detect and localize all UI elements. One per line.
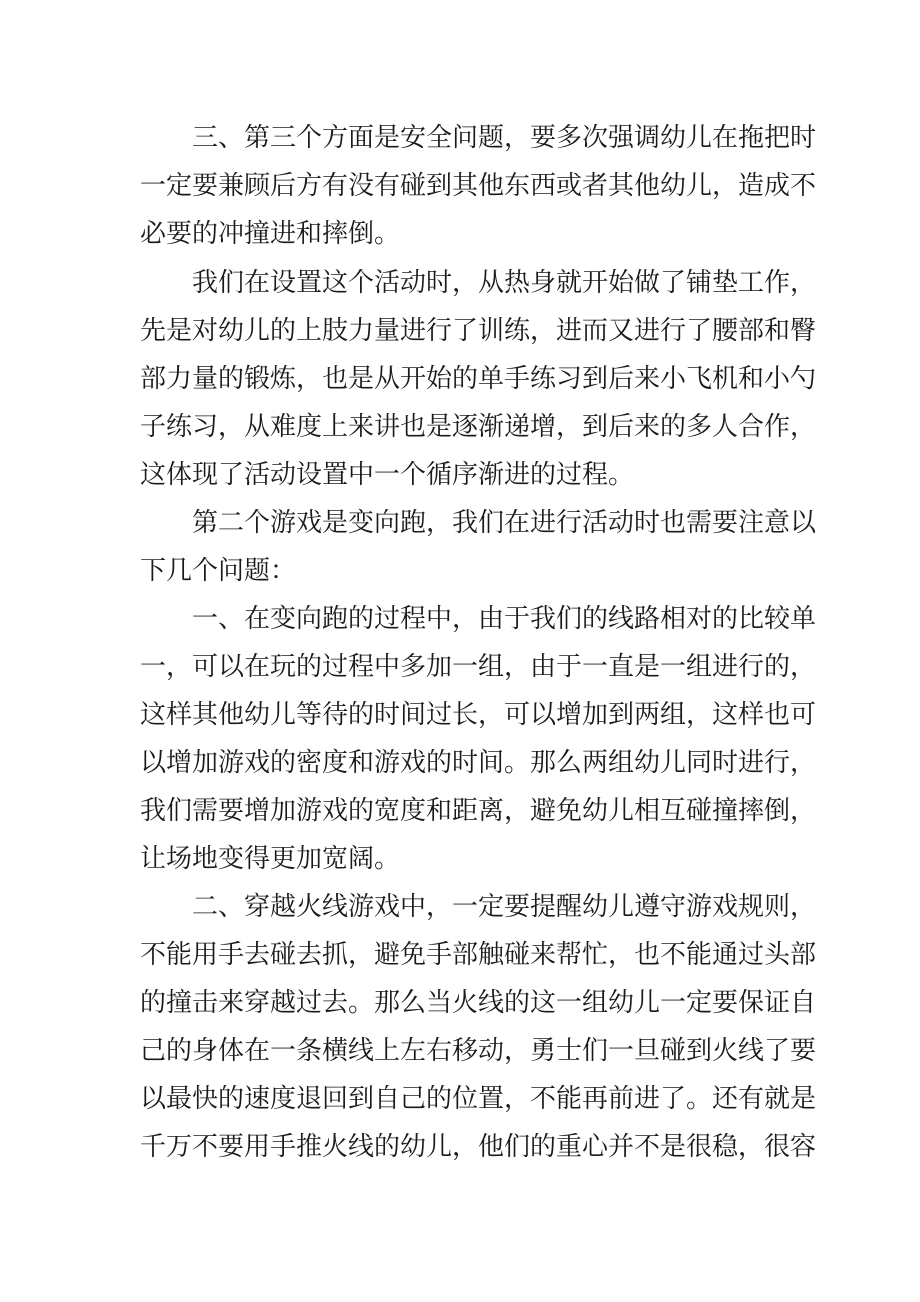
text-line: 二、穿越火线游戏中，一定要提醒幼儿遵守游戏规则， — [192, 892, 817, 922]
text-line: 先是对幼儿的上肢力量进行了训练，进而又进行了腰部和臀 — [140, 316, 817, 346]
text-line: 的撞击来穿越过去。那么当火线的这一组幼儿一定要保证自 — [140, 988, 817, 1018]
text-line: 不能用手去碰去抓，避免手部触碰来帮忙，也不能通过头部 — [140, 940, 817, 970]
text-line: 这样其他幼儿等待的时间过长，可以增加到两组，这样也可 — [140, 700, 817, 730]
text-line: 必要的冲撞进和摔倒。 — [140, 219, 401, 249]
text-line: 以最快的速度退回到自己的位置，不能再前进了。还有就是 — [140, 1084, 817, 1114]
text-line: 子练习，从难度上来讲也是逐渐递增，到后来的多人合作， — [140, 412, 817, 442]
text-line: 部力量的锻炼，也是从开始的单手练习到后来小飞机和小勺 — [140, 364, 817, 394]
text-line: 下几个问题： — [140, 556, 297, 586]
text-line: 让场地变得更加宽阔。 — [140, 844, 401, 874]
text-line: 我们在设置这个活动时，从热身就开始做了铺垫工作， — [192, 268, 817, 298]
text-line: 千万不要用手推火线的幼儿，他们的重心并不是很稳，很容 — [140, 1132, 817, 1162]
text-line: 我们需要增加游戏的宽度和距离，避免幼儿相互碰撞摔倒， — [140, 796, 817, 826]
text-line: 一，可以在玩的过程中多加一组，由于一直是一组进行的， — [140, 652, 817, 682]
text-line: 一定要兼顾后方有没有碰到其他东西或者其他幼儿，造成不 — [140, 171, 817, 201]
text-line: 一、在变向跑的过程中，由于我们的线路相对的比较单 — [192, 604, 817, 634]
text-line: 以增加游戏的密度和游戏的时间。那么两组幼儿同时进行， — [140, 748, 817, 778]
text-line: 这体现了活动设置中一个循序渐进的过程。 — [140, 460, 635, 490]
text-line: 第二个游戏是变向跑，我们在进行活动时也需要注意以 — [192, 508, 817, 538]
text-line: 己的身体在一条横线上左右移动，勇士们一旦碰到火线了要 — [140, 1036, 817, 1066]
text-line: 三、第三个方面是安全问题，要多次强调幼儿在拖把时 — [192, 123, 817, 153]
